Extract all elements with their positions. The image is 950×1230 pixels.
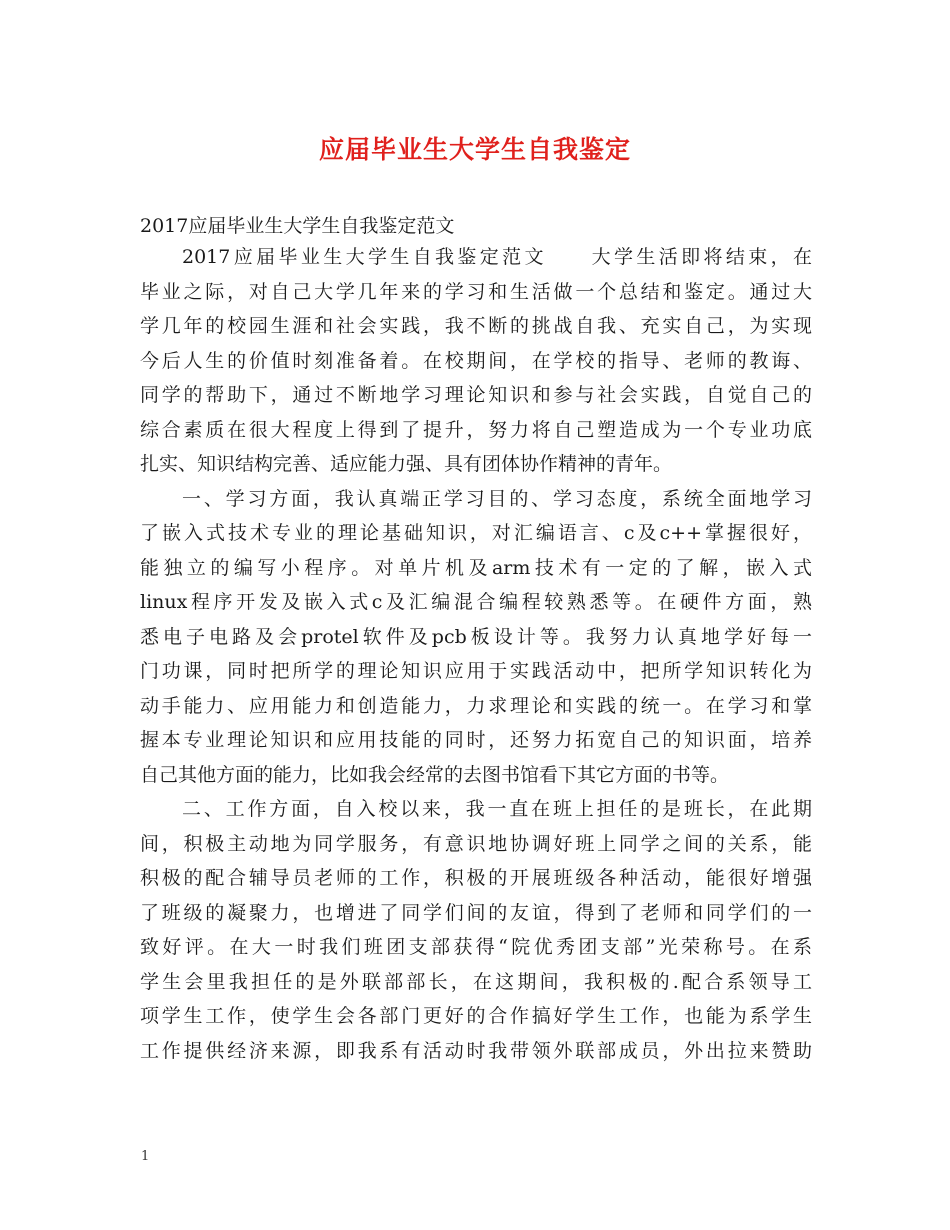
text-line: 握本专业理论知识和应用技能的同时，还努力拓宽自己的知识面，培养 — [140, 729, 812, 751]
text-line: 自己其他方面的能力，比如我会经常的去图书馆看下其它方面的书等。 — [140, 763, 730, 786]
text-line: 积极的配合辅导员老师的工作，积极的开展班级各种活动，能很好增强 — [140, 867, 812, 889]
text-line: 能独立的编写小程序。对单片机及arm技术有一定的了解，嵌入式 — [140, 556, 812, 579]
text-line: 学几年的校园生涯和社会实践，我不断的挑战自我、充实自己，为实现 — [140, 315, 812, 337]
text-line: 工作提供经济来源，即我系有活动时我带领外联部成员，外出拉来赞助 — [140, 1039, 812, 1062]
text-line: 悉电子电路及会protel软件及pcb板设计等。我努力认真地学好每一 — [140, 625, 812, 648]
text-line: 二、工作方面，自入校以来，我一直在班上担任的是班长，在此期 — [182, 798, 812, 820]
text-line: 扎实、知识结构完善、适应能力强、具有团体协作精神的青年。 — [140, 453, 673, 475]
document-title: 应届毕业生大学生自我鉴定 — [318, 135, 631, 164]
text-line: 了班级的凝聚力，也增进了同学们间的友谊，得到了老师和同学们的一 — [140, 901, 812, 924]
document-subtitle: 2017应届毕业生大学生自我鉴定范文 — [140, 215, 455, 237]
text-line: 同学的帮助下，通过不断地学习理论知识和参与社会实践，自觉自己的 — [140, 384, 812, 406]
text-line: 2017应届毕业生大学生自我鉴定范文 大学生活即将结束，在 — [182, 246, 812, 268]
text-line: 毕业之际，对自己大学几年来的学习和生活做一个总结和鉴定。通过大 — [140, 280, 812, 303]
document-body — [140, 240, 812, 1068]
page-number: 1 — [141, 1149, 150, 1164]
text-line: 综合素质在很大程度上得到了提升，努力将自己塑造成为一个专业功底 — [140, 418, 812, 441]
text-line: 今后人生的价值时刻准备着。在校期间，在学校的指导、老师的教诲、 — [140, 349, 812, 372]
text-line: linux程序开发及嵌入式c及汇编混合编程较熟悉等。在硬件方面，熟 — [140, 591, 812, 613]
text-line: 学生会里我担任的是外联部部长，在这期间，我积极的.配合系领导工 — [140, 970, 812, 993]
text-line: 间，积极主动地为同学服务，有意识地协调好班上同学之间的关系，能 — [140, 832, 812, 855]
text-line: 动手能力、应用能力和创造能力，力求理论和实践的统一。在学习和掌 — [140, 694, 812, 717]
text-line: 一、学习方面，我认真端正学习目的、学习态度，系统全面地学习 — [182, 487, 812, 510]
text-line: 致好评。在大一时我们班团支部获得“院优秀团支部”光荣称号。在系 — [140, 936, 812, 958]
text-line: 项学生工作，使学生会各部门更好的合作搞好学生工作，也能为系学生 — [140, 1005, 812, 1027]
text-line: 门功课，同时把所学的理论知识应用于实践活动中，把所学知识转化为 — [140, 660, 812, 682]
text-line: 了嵌入式技术专业的理论基础知识，对汇编语言、c及c++掌握很好， — [140, 522, 812, 544]
